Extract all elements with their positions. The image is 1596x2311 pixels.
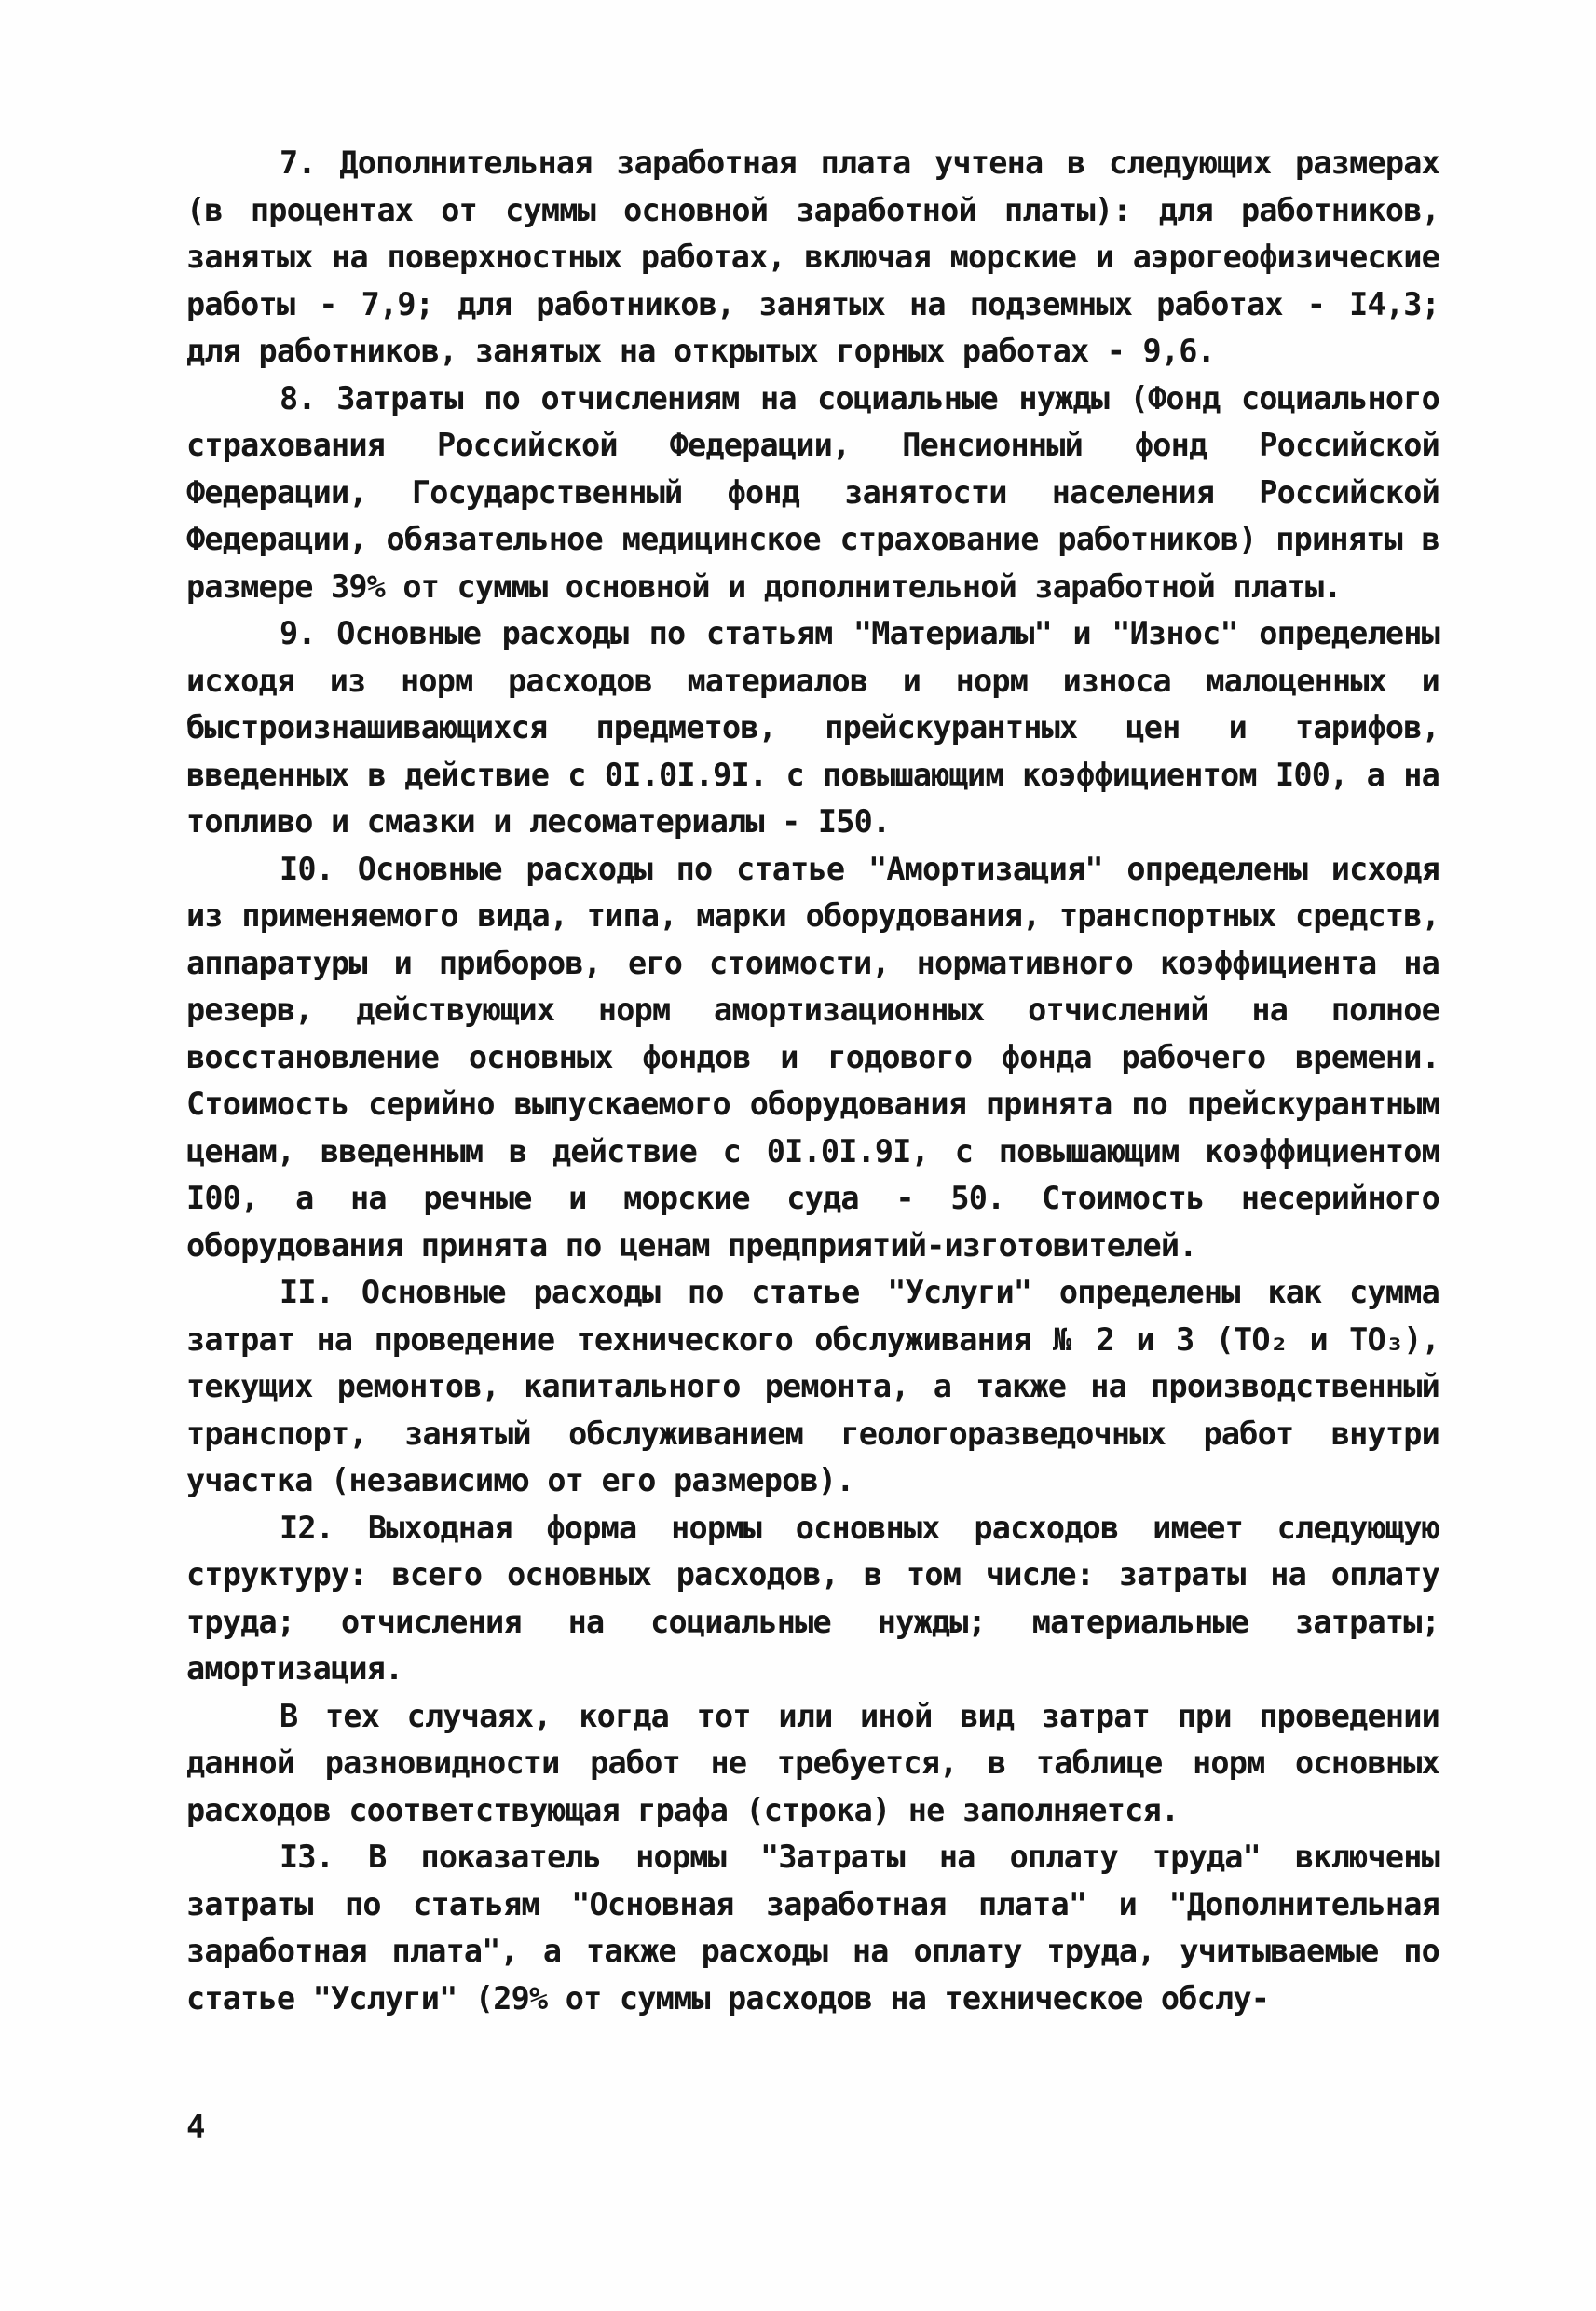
paragraph-10: I0. Основные расходы по статье "Амортизация" определены исходя из применяемого вида, типа, марки оборудования, транспортных средств, аппаратуры и приборов, его стоимости, нормативного коэффициента на резерв, действующих норм амортизационных отчислений на полное восстановление основных фондов и годового фонда рабочего времени. Стоимость серийно выпускаемого оборудования принята по прейскурантным ценам, введенным в действие с 0I.0I.9I, с повышающим коэффициентом I00, а на речные и морские суда - 50. Стоимость несерийного оборудования принята по ценам предприятий-изготовителей.: [186, 850, 1439, 1264]
paragraph-13: I3. В показатель нормы "Затраты на оплату труда" включены затраты по статьям "Основная заработная плата" и "Дополнительная заработная плата", а также расходы на оплату труда, учитываемые по статье "Услуги" (29% от суммы расходов на техническое обслу-: [186, 1839, 1439, 2017]
paragraph-7: 7. Дополнительная заработная плата учтена в следующих размерах (в процентах от суммы основной заработной платы): для работников, занятых на поверхностных работах, включая морские и аэрогеофизические работы - 7,9; для работников, занятых на подземных работах - I4,3; для работников, занятых на открытых горных работах - 9,6.: [186, 144, 1439, 369]
paragraph-11: II. Основные расходы по статье "Услуги" определены как сумма затрат на проведение технического обслуживания № 2 и 3 (ТО₂ и ТО₃), текущих ремонтов, капитального ремонта, а также на производственный транспорт, занятый обслуживанием геологоразведочных работ внутри участка (независимо от его размеров).: [186, 1274, 1439, 1498]
body-text: [186, 140, 1439, 2022]
paragraph-8: 8. Затраты по отчислениям на социальные нужды (Фонд социального страхования Российской Федерации, Пенсионный фонд Российской Федерации, Государственный фонд занятости населения Российской Федерации, обязательное медицинское страхование работников) приняты в размере 39% от суммы основной и дополнительной заработной платы.: [186, 379, 1439, 605]
paragraph-12-note: В тех случаях, когда тот или иной вид затрат при проведении данной разновидности работ не требуется, в таблице норм основных расходов соответствующая графа (строка) не заполняется.: [186, 1697, 1439, 1828]
paragraph-12: I2. Выходная форма нормы основных расходов имеет следующую структуру: всего основных расходов, в том числе: затраты на оплату труда; отчисления на социальные нужды; материальные затраты; амортизация.: [186, 1509, 1439, 1687]
page-number: 4: [186, 2109, 206, 2146]
paragraph-9: 9. Основные расходы по статьям "Материалы" и "Износ" определены исходя из норм расходов материалов и норм износа малоценных и быстроизнашивающихся предметов, прейскурантных цен и тарифов, введенных в действие с 0I.0I.9I. с повышающим коэффициентом I00, а на топливо и смазки и лесоматериалы - I50.: [186, 615, 1439, 840]
